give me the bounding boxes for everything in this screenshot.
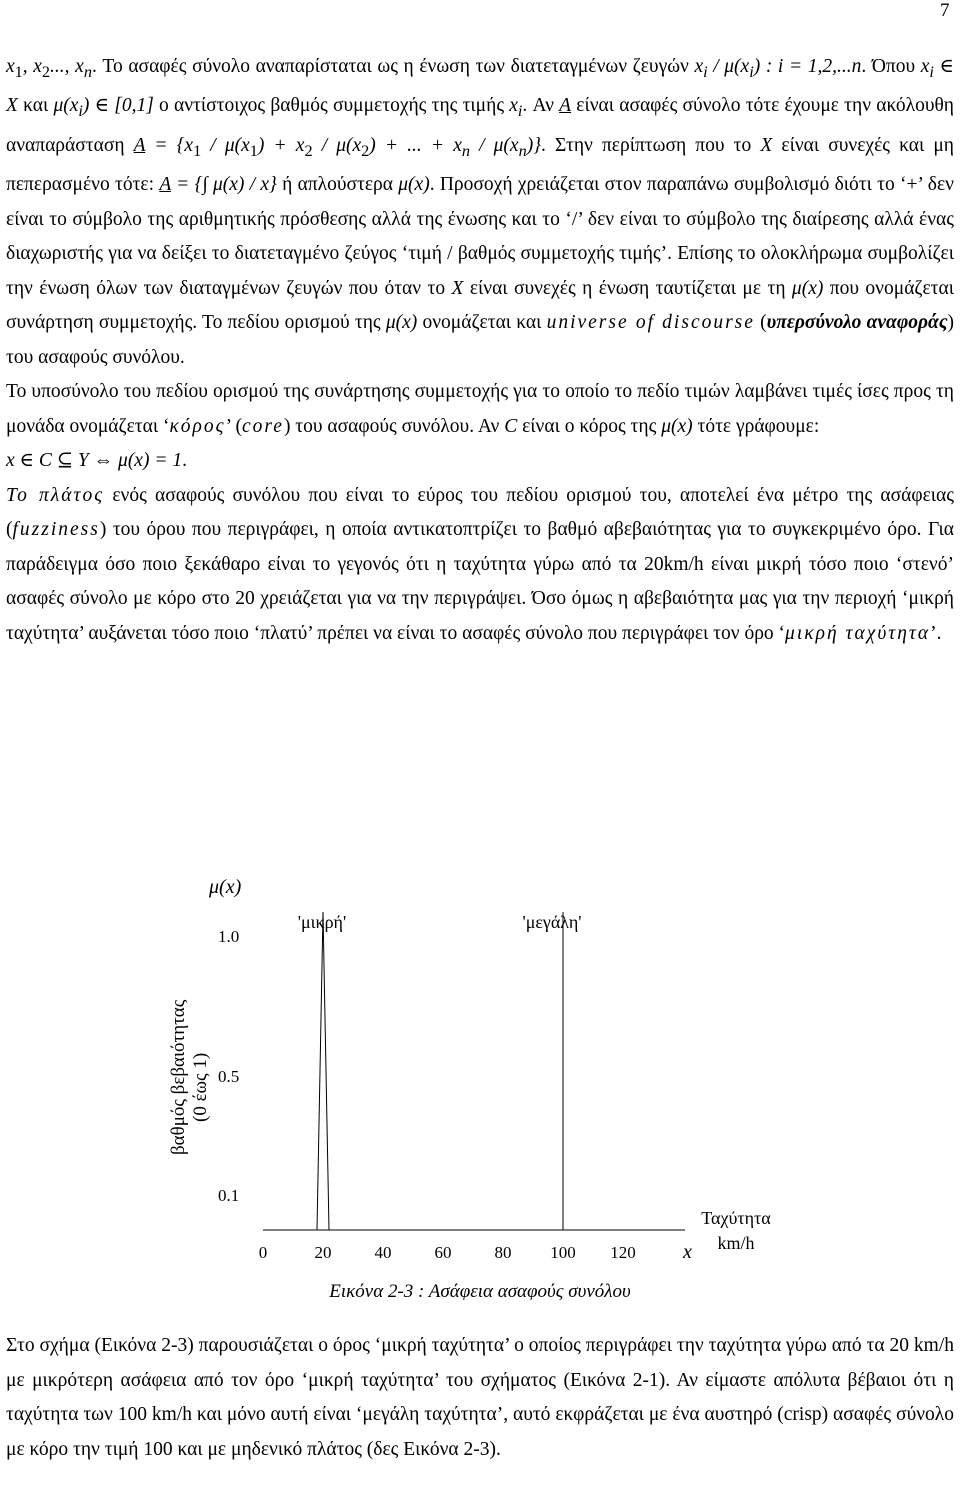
- body-text-bottom: [6, 1329, 954, 1467]
- paragraph-5: Στο σχήμα (Εικόνα 2-3) παρουσιάζεται ο όρος ‘μικρή ταχύτητα’ ο οποίος περιγράφει την ταχύτητα γύρω από τα 20 km/h με μικρότερη ασάφεια από τον όρο ‘μικρή ταχύτητα’ του σχήματος (Εικόνα 2-1). Αν είμαστε απόλυτα βέβαιοι ότι η ταχύτητα των 100 km/h και μόνο αυτή είναι ‘μεγάλη ταχύτητα’, αυτό εκφράζεται με ένα αυστηρό (crisp) ασαφές σύνολο με κόρο την τιμή 100 και με μηδενικό πλάτος (δες Εικόνα 2-3).: [6, 1335, 954, 1460]
- y-tick-label: 0.1: [218, 1186, 240, 1205]
- membership-chart: [0, 860, 960, 1300]
- series-label-large: 'μεγάλη': [522, 912, 582, 932]
- x-tick-label: 80: [494, 1243, 512, 1262]
- x-axis-variable: x: [683, 1241, 692, 1263]
- paragraph-2: Το υποσύνολο του πεδίου ορισμού της συνάρτησης συμμετοχής για το οποίο το πεδίο τιμών λαμβάνει τιμές ίσες προς τη μονάδα ονομάζεται ‘κόρος’ (core) του ασαφούς συνόλου. Αν C είναι ο κόρος της μ(x) τότε γράφουμε:: [6, 381, 954, 437]
- paragraph-3-formula: x ∈ C ⊆ Y ⇔ μ(x) = 1.: [6, 450, 187, 472]
- x-tick-label: 60: [434, 1243, 452, 1262]
- x-axis-unit: km/h: [717, 1233, 755, 1253]
- y-axis-label: βαθμός βεβαιότητας: [168, 999, 189, 1155]
- series-label-small: 'μικρή': [297, 912, 347, 932]
- x-tick-label: 20: [314, 1243, 332, 1262]
- y-axis-label-range: (0 έως 1): [190, 1052, 211, 1122]
- x-tick-labels: [259, 1243, 636, 1262]
- paragraph-4: Το πλάτος ενός ασαφούς συνόλου που είναι το εύρος του πεδίου ορισμού του, αποτελεί ένα μέτρο της ασάφειας (fuzziness) του όρου που περιγράφει, η οποία αντικατοπτρίζει το βαθμό αβεβαιότητας για το συγκεκριμένο όρο. Για παράδειγμα όσο ποιο ξεκάθαρο είναι το γεγονός ότι η ταχύτητα γύρω από τα 20km/h είναι μικρή τόσο ποιο ‘στενό’ ασαφές σύνολο με κόρο στο 20 χρειάζεται για να την περιγράψει. Όσο όμως η αβεβαιότητα μας για την περιοχή ‘μικρή ταχύτητα’ αυξάνεται τόσο ποιο ‘πλατύ’ πρέπει να είναι το ασαφές σύνολο που περιγράφει τον όρο ‘μικρή ταχύτητα’.: [6, 484, 954, 644]
- y-tick-label: 1.0: [218, 927, 240, 946]
- page-number: 7: [940, 0, 950, 21]
- x-axis-label: Ταχύτητα: [701, 1208, 771, 1228]
- x-tick-label: 40: [374, 1243, 392, 1262]
- paragraph-1: $x_1$, $x_2$..., $x_n$. Το ασαφές σύνολο αναπαρίσταται ως η ένωση των διατεταγμένων ζευγών $x_i / \mu(x_i)$ : i = 1,2,...n. Όπου $x_i$ ∈ X και $\mu(x_i)$ ∈ [0,1] ο αντίστοιχος βαθμός συμμετοχής της τιμής $x_i$. Αν A είναι ασαφές σύνολο τότε έχουμε την ακόλουθη αναπαράσταση $A = \{x_1 / \mu(x_1) + x_2 / \mu(x_2)$ + ... + $x_n / \mu(x_n)$}. Στην περίπτωση που το X είναι συνεχές και μη πεπερασμένο τότε: A = {∫ μ(x) / x} ή απλούστερα μ(x). Προσοχή χρειάζεται στον παραπάνω συμβολισμό διότι το ‘+’ δεν είναι το σύμβολο της αριθμητικής πρόσθεσης αλλά της ένωσης και το ‘/’ δεν είναι το σύμβολο της διαίρεσης αλλά ένας διαχωριστής για να δείξει το διατεταγμένο ζεύγος ‘τιμή / βαθμός συμμετοχής τιμής’. Επίσης το ολοκλήρωμα συμβολίζει την ένωση όλων των διαταγμένων ζευγών που όταν το X είναι συνεχές η ένωση ταυτίζεται με τη μ(x) που ονομάζεται συνάρτηση συμμετοχής. Το πεδίου ορισμού της μ(x) ονομάζεται και universe of discourse (υπερσύνολο αναφοράς) του ασαφούς συνόλου.: [6, 56, 955, 368]
- body-text-top: [6, 50, 954, 651]
- series-lines: [317, 912, 563, 1230]
- series-line-0: [317, 912, 329, 1230]
- y-tick-label: 0.5: [218, 1067, 240, 1086]
- x-tick-label: 100: [550, 1243, 576, 1262]
- chart-title: μ(x): [209, 876, 242, 898]
- x-tick-label: 0: [258, 1243, 268, 1262]
- x-tick-label: 120: [610, 1243, 636, 1262]
- figure-caption: Εικόνα 2-3 : Ασάφεια ασαφούς συνόλου: [329, 1281, 631, 1300]
